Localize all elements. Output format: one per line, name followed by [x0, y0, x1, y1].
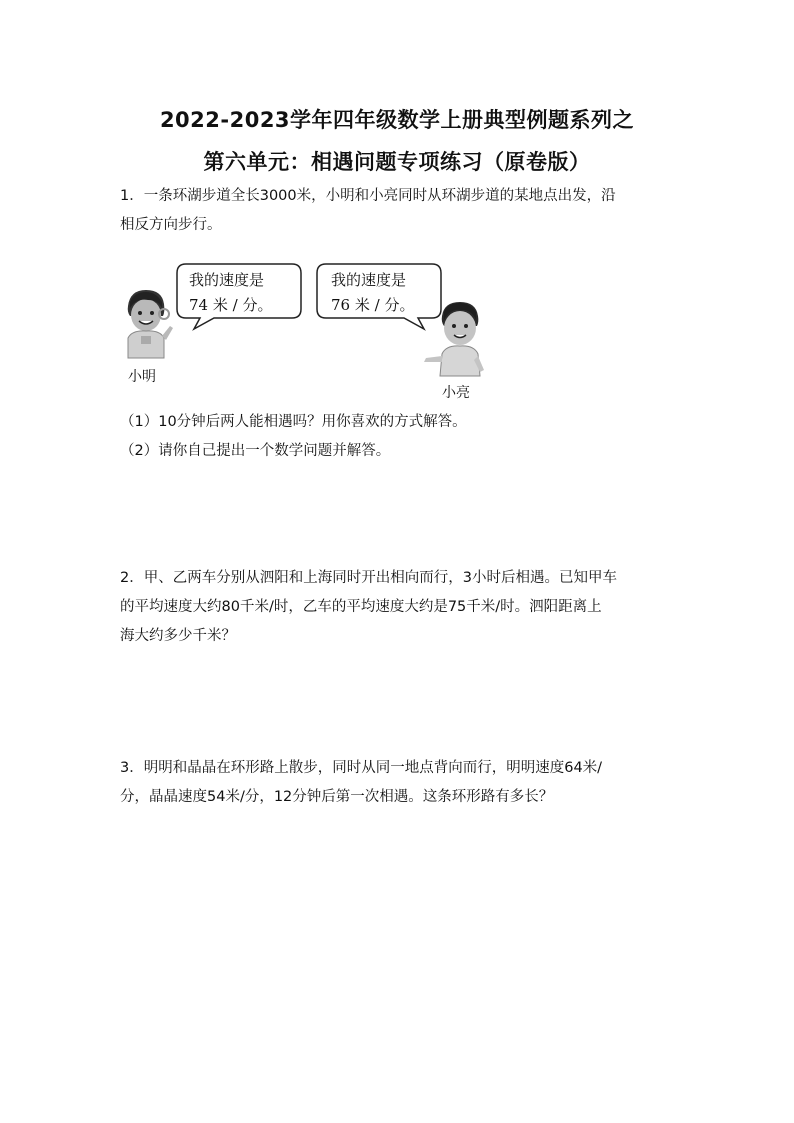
question-1-line-1: 1．一条环湖步道全长3000米，小明和小亮同时从环湖步道的某地点出发，沿 [120, 188, 616, 204]
question-2-text [120, 564, 668, 651]
question-1-sub-1: （1）10分钟后两人能相遇吗？用你喜欢的方式解答。 [120, 414, 467, 430]
question-3-line-2: 分，晶晶速度54米/分，12分钟后第一次相遇。这条环形路有多长？ [120, 789, 554, 805]
question-2-line-1: 2．甲、乙两车分别从泗阳和上海同时开出相向而行，3小时后相遇。已知甲车 [120, 570, 617, 586]
document-title-line-2: 第六单元：相遇问题专项练习（原卷版） [203, 150, 591, 174]
boy-xiaoliang-figure [420, 298, 492, 380]
speech-bubble-left-text [189, 268, 272, 318]
question-2-line-3: 海大约多少千米？ [120, 628, 236, 644]
speech-bubble-right-line-1: 我的速度是 [331, 271, 407, 289]
question-1-subquestions [120, 408, 668, 466]
document-title-line-1: 2022-2023学年四年级数学上册典型例题系列之 [159, 108, 635, 132]
question-1-text [120, 182, 668, 240]
name-label-xiaoming: 小明 [128, 369, 156, 385]
question-1-line-2: 相反方向步行。 [120, 217, 222, 233]
question-3-line-1: 3．明明和晶晶在环形路上散步，同时从同一地点背向而行，明明速度64米/ [120, 760, 603, 776]
speech-bubble-left-line-2: 74 米 / 分。 [189, 296, 273, 314]
speech-bubble-right-line-2: 76 米 / 分。 [331, 296, 415, 314]
question-1-sub-2: （2）请你自己提出一个数学问题并解答。 [120, 443, 391, 459]
speech-bubble-right-text [331, 268, 414, 318]
question-3-text [120, 754, 668, 812]
name-label-xiaoliang: 小亮 [442, 385, 470, 401]
boy-xiaoming-figure [118, 286, 176, 364]
question-2-line-2: 的平均速度大约80千米/时，乙车的平均速度大约是75千米/时。泗阳距离上 [120, 599, 602, 615]
speech-bubble-left-line-1: 我的速度是 [189, 271, 265, 289]
